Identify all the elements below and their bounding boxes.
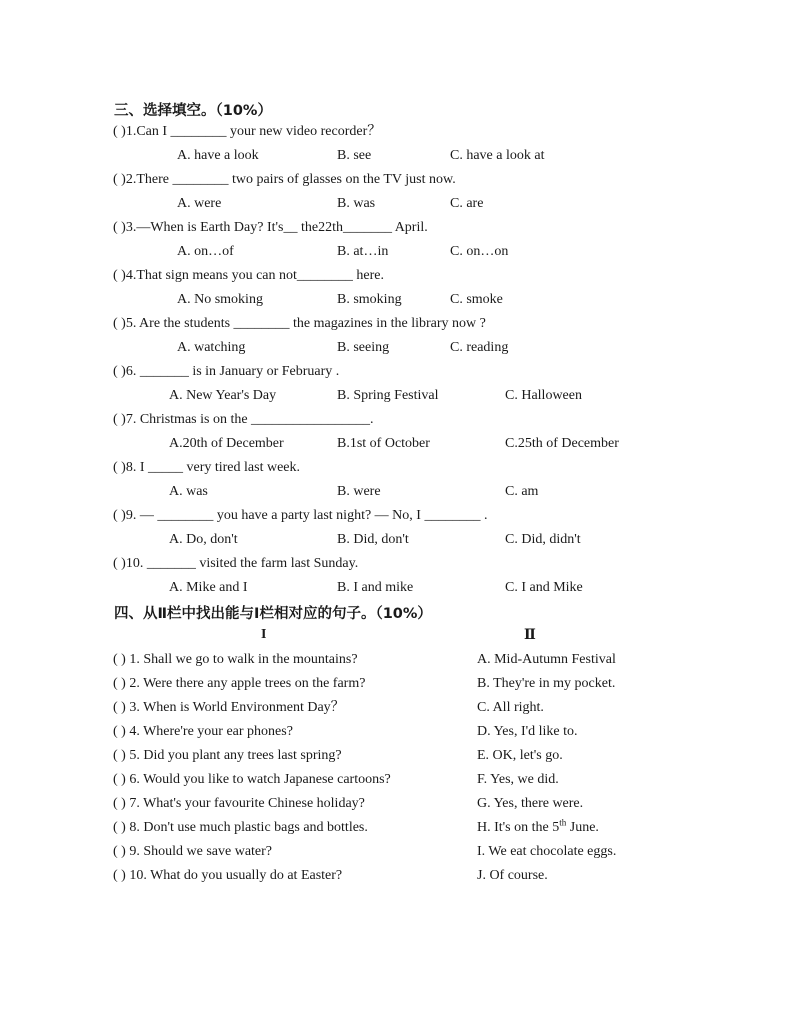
question-2 bbox=[113, 170, 456, 190]
answer-paren[interactable]: ( ) bbox=[113, 316, 126, 331]
match-row-6 bbox=[113, 770, 391, 790]
question-stem: 3.—When is Earth Day? It's__ the22th_______ April. bbox=[125, 220, 428, 235]
answer-paren[interactable]: ( ) bbox=[113, 460, 126, 475]
option-a: A. was bbox=[169, 484, 208, 499]
option-a: A. Mike and I bbox=[169, 580, 248, 595]
option-a: A. were bbox=[177, 196, 222, 211]
answer-paren[interactable]: ( ) bbox=[113, 268, 126, 283]
answer-paren[interactable]: ( ) bbox=[113, 220, 126, 235]
answer-paren[interactable]: ( ) bbox=[113, 124, 126, 139]
match-left: 10. What do you usually do at Easter? bbox=[129, 868, 343, 883]
column-2-header: Ⅱ bbox=[524, 628, 536, 643]
question-stem: 9. — ________ you have a party last night? — No, I ________ . bbox=[125, 508, 488, 523]
option-a: A. on…of bbox=[177, 244, 234, 259]
match-right: A. Mid-Autumn Festival bbox=[477, 652, 616, 667]
option-c: C. are bbox=[450, 196, 484, 211]
match-right: G. Yes, there were. bbox=[477, 796, 584, 811]
section4-title: 四、从Ⅱ栏中找出能与Ⅰ栏相对应的句子。（10%） bbox=[114, 606, 432, 622]
option-c: C. Did, didn't bbox=[505, 532, 581, 547]
answer-paren[interactable]: ( ) bbox=[113, 724, 126, 739]
question-stem: 5. Are the students ________ the magazines in the library now ? bbox=[125, 316, 486, 331]
answer-paren[interactable]: ( ) bbox=[113, 652, 126, 667]
match-row-1 bbox=[113, 650, 358, 670]
question-stem: 4.That sign means you can not________ here. bbox=[125, 268, 384, 283]
match-right: C. All right. bbox=[477, 700, 544, 715]
question-stem: 6. _______ is in January or February . bbox=[125, 364, 340, 379]
answer-paren[interactable]: ( ) bbox=[113, 676, 126, 691]
option-b: B. see bbox=[337, 148, 372, 163]
match-left: 9. Should we save water? bbox=[129, 844, 273, 859]
ordinal-suffix: th bbox=[559, 817, 567, 828]
answer-paren[interactable]: ( ) bbox=[113, 868, 126, 883]
option-b: B. at…in bbox=[337, 244, 389, 259]
question-3 bbox=[113, 218, 428, 238]
question-stem: 10. _______ visited the farm last Sunday. bbox=[125, 556, 359, 571]
match-left: 5. Did you plant any trees last spring? bbox=[129, 748, 342, 763]
option-b: B. was bbox=[337, 196, 376, 211]
match-row-3 bbox=[113, 698, 345, 718]
match-left: 4. Where're your ear phones? bbox=[129, 724, 293, 739]
question-4 bbox=[113, 266, 384, 286]
match-right: B. They're in my pocket. bbox=[477, 676, 616, 691]
answer-paren[interactable]: ( ) bbox=[113, 820, 126, 835]
option-a: A.20th of December bbox=[169, 436, 284, 451]
option-a: A. New Year's Day bbox=[169, 388, 277, 403]
option-c: C. I and Mike bbox=[505, 580, 583, 595]
question-10 bbox=[113, 554, 358, 574]
question-9 bbox=[113, 506, 487, 526]
match-left: 1. Shall we go to walk in the mountains? bbox=[129, 652, 358, 667]
answer-paren[interactable]: ( ) bbox=[113, 508, 126, 523]
option-b: B. Did, don't bbox=[337, 532, 409, 547]
match-right bbox=[477, 818, 599, 838]
option-c: C.25th of December bbox=[505, 436, 619, 451]
match-right-text: H. It's on the 5 bbox=[477, 820, 560, 835]
question-stem: 2.There ________ two pairs of glasses on the TV just now. bbox=[125, 172, 456, 187]
option-c: C. on…on bbox=[450, 244, 509, 259]
option-b: B. smoking bbox=[337, 292, 402, 307]
match-right: D. Yes, I'd like to. bbox=[477, 724, 578, 739]
option-c: C. smoke bbox=[450, 292, 503, 307]
match-row-8 bbox=[113, 818, 368, 838]
match-left: 2. Were there any apple trees on the farm? bbox=[129, 676, 366, 691]
option-b: B. I and mike bbox=[337, 580, 414, 595]
question-1 bbox=[113, 122, 381, 142]
match-row-10 bbox=[113, 866, 342, 886]
option-b: B. seeing bbox=[337, 340, 390, 355]
match-left: 7. What's your favourite Chinese holiday? bbox=[129, 796, 365, 811]
option-a: A. Do, don't bbox=[169, 532, 238, 547]
answer-paren[interactable]: ( ) bbox=[113, 412, 126, 427]
question-stem: 7. Christmas is on the _________________. bbox=[125, 412, 374, 427]
match-right: I. We eat chocolate eggs. bbox=[477, 844, 617, 859]
answer-paren[interactable]: ( ) bbox=[113, 364, 126, 379]
question-stem: 1.Can I ________ your new video recorder？ bbox=[125, 124, 382, 139]
match-row-7 bbox=[113, 794, 365, 814]
question-8 bbox=[113, 458, 300, 478]
answer-paren[interactable]: ( ) bbox=[113, 772, 126, 787]
question-stem: 8. I _____ very tired last week. bbox=[125, 460, 301, 475]
match-row-5 bbox=[113, 746, 342, 766]
option-a: A. No smoking bbox=[177, 292, 263, 307]
option-c: C. Halloween bbox=[505, 388, 582, 403]
option-a: A. have a look bbox=[177, 148, 259, 163]
option-c: C. have a look at bbox=[450, 148, 545, 163]
option-c: C. am bbox=[505, 484, 539, 499]
match-right: F. Yes, we did. bbox=[477, 772, 559, 787]
answer-paren[interactable]: ( ) bbox=[113, 556, 126, 571]
match-right: E. OK, let's go. bbox=[477, 748, 563, 763]
option-a: A. watching bbox=[177, 340, 246, 355]
answer-paren[interactable]: ( ) bbox=[113, 172, 126, 187]
match-row-2 bbox=[113, 674, 365, 694]
question-7 bbox=[113, 410, 374, 430]
question-6 bbox=[113, 362, 339, 382]
question-5 bbox=[113, 314, 486, 334]
answer-paren[interactable]: ( ) bbox=[113, 748, 126, 763]
match-left: 8. Don't use much plastic bags and bottles. bbox=[129, 820, 368, 835]
match-left: 3. When is World Environment Day？ bbox=[129, 700, 345, 715]
column-1-header: I bbox=[261, 627, 267, 642]
match-right: J. Of course. bbox=[477, 868, 548, 883]
option-b: B.1st of October bbox=[337, 436, 430, 451]
match-row-9 bbox=[113, 842, 272, 862]
match-right-text: June. bbox=[566, 820, 599, 835]
option-c: C. reading bbox=[450, 340, 509, 355]
match-row-4 bbox=[113, 722, 293, 742]
option-b: B. were bbox=[337, 484, 381, 499]
answer-paren[interactable]: ( ) bbox=[113, 844, 126, 859]
match-left: 6. Would you like to watch Japanese cartoons? bbox=[129, 772, 391, 787]
answer-paren[interactable]: ( ) bbox=[113, 796, 126, 811]
answer-paren[interactable]: ( ) bbox=[113, 700, 126, 715]
section3-title: 三、选择填空。（10%） bbox=[114, 103, 272, 119]
option-b: B. Spring Festival bbox=[337, 388, 439, 403]
